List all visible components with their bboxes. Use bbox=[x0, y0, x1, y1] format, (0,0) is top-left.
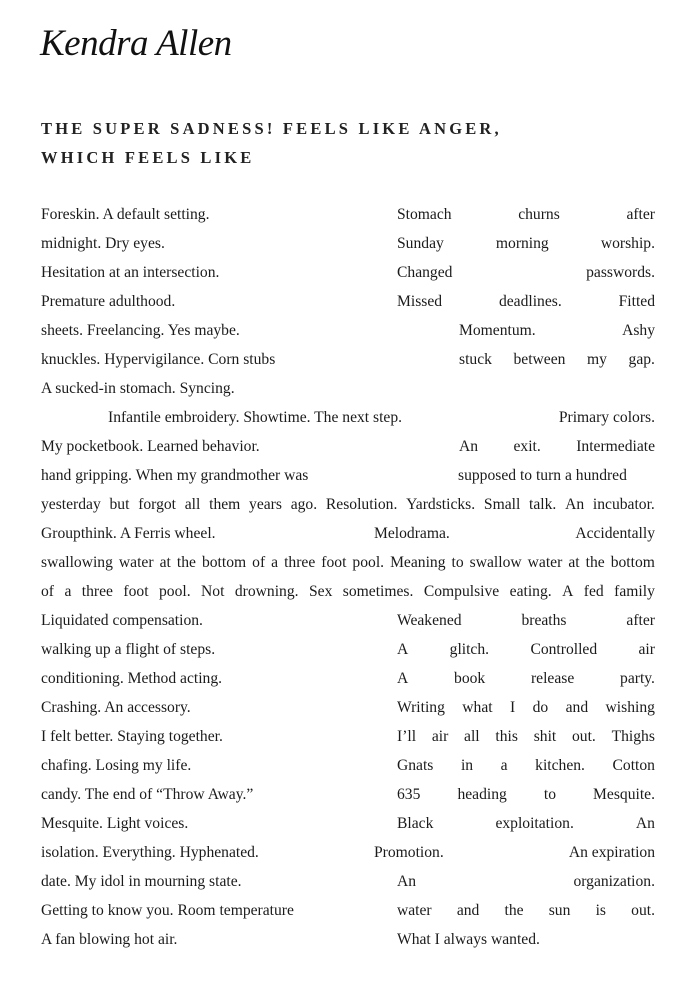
poem-line-r4-right bbox=[397, 287, 655, 316]
poem-line-r25-right bbox=[397, 896, 655, 925]
poem-line-r24-right bbox=[397, 867, 655, 896]
poem-line-r14-full bbox=[41, 577, 655, 606]
poem-word: do bbox=[532, 699, 549, 716]
poem-word: my bbox=[587, 351, 607, 368]
poem-word: I bbox=[510, 699, 516, 716]
poem-word: air bbox=[431, 728, 449, 745]
poem-word: Stomach bbox=[397, 206, 452, 223]
poem-word: 635 bbox=[397, 786, 421, 803]
poem-line-r21-left: candy. The end of “Throw Away.” bbox=[41, 786, 254, 803]
poem-word: Ashy bbox=[622, 322, 655, 339]
poem-word: to bbox=[543, 786, 556, 803]
poem-line-r5-right bbox=[459, 316, 655, 345]
poem-line-r22-left: Mesquite. Light voices. bbox=[41, 815, 189, 832]
poem-word: years bbox=[249, 496, 282, 513]
poem-word: party. bbox=[620, 670, 655, 687]
poem-word: Black bbox=[397, 815, 434, 832]
poem-line-r12-right: Accidentally bbox=[575, 525, 655, 542]
poem-line-r1-left: Foreskin. A default setting. bbox=[41, 206, 210, 223]
poem-word: water bbox=[397, 902, 432, 919]
poem-word: water bbox=[527, 554, 563, 571]
poem-word: this bbox=[495, 728, 518, 745]
poem-line-r12-left: Groupthink. A Ferris wheel. bbox=[41, 525, 216, 542]
poem-word: sun bbox=[548, 902, 571, 919]
poem-word: wishing bbox=[605, 699, 655, 716]
poem-word: out. bbox=[572, 728, 596, 745]
poem-word: organization. bbox=[573, 873, 655, 890]
poem-word: foot bbox=[321, 554, 347, 571]
poem-word: Thighs bbox=[611, 728, 655, 745]
poem-word: I’ll bbox=[397, 728, 417, 745]
poem-word: kitchen. bbox=[535, 757, 585, 774]
poem-word: morning bbox=[495, 235, 549, 252]
poem-word: drowning. bbox=[234, 583, 299, 600]
poem-line-r10-right: supposed to turn a hundred bbox=[458, 467, 627, 484]
poem-word: deadlines. bbox=[498, 293, 562, 310]
poem-word: exit. bbox=[513, 438, 541, 455]
poem-word: A bbox=[397, 641, 409, 658]
poem-word: exploitation. bbox=[495, 815, 574, 832]
poem-line-r7-full: A sucked-in stomach. Syncing. bbox=[41, 380, 235, 397]
poem-line-r17-right bbox=[397, 664, 655, 693]
poem-word: but bbox=[109, 496, 130, 513]
poem-word: is bbox=[595, 902, 606, 919]
poem-word: a bbox=[500, 757, 508, 774]
poem-word: eating. bbox=[509, 583, 552, 600]
poem-word: A bbox=[397, 670, 409, 687]
poem-word: An bbox=[635, 815, 655, 832]
poem-word: glitch. bbox=[449, 641, 490, 658]
poem-line-r26-right: What I always wanted. bbox=[397, 931, 540, 948]
poem-word: Not bbox=[201, 583, 225, 600]
poem-line-r18-right bbox=[397, 693, 655, 722]
poem-word: shit bbox=[533, 728, 557, 745]
poem-line-r23-left: isolation. Everything. Hyphenated. bbox=[41, 844, 259, 861]
poem-word: pool. bbox=[352, 554, 385, 571]
poem-word: between bbox=[513, 351, 566, 368]
poem-word: worship. bbox=[600, 235, 655, 252]
poem-word: Fitted bbox=[618, 293, 655, 310]
poem-word: fed bbox=[583, 583, 604, 600]
poem-line-r10-left: hand gripping. When my grandmother was bbox=[41, 467, 309, 484]
poem-line-r22-right bbox=[397, 809, 655, 838]
poem-word: to bbox=[451, 554, 464, 571]
poem-word: sometimes. bbox=[342, 583, 414, 600]
poem-word: passwords. bbox=[586, 264, 655, 281]
poem-line-r6-left: knuckles. Hypervigilance. Corn stubs bbox=[41, 351, 276, 368]
poem-line-r17-left: conditioning. Method acting. bbox=[41, 670, 223, 687]
poem-word: family bbox=[614, 583, 655, 600]
poem-word: Weakened bbox=[397, 612, 462, 629]
poem-line-r12-mid: Melodrama. bbox=[374, 525, 450, 542]
poem-word: foot bbox=[123, 583, 149, 600]
poem-line-r23-mid: Promotion. bbox=[374, 844, 444, 861]
poem-word: book bbox=[454, 670, 486, 687]
poem-word: a bbox=[64, 583, 72, 600]
poem-word: Small bbox=[483, 496, 521, 513]
poem-word: gap. bbox=[628, 351, 655, 368]
poem-word: the bbox=[585, 554, 605, 571]
poem-word: Cotton bbox=[612, 757, 655, 774]
poem-word: Missed bbox=[397, 293, 443, 310]
poem-word: Sex bbox=[308, 583, 333, 600]
poem-word: Momentum. bbox=[459, 322, 536, 339]
poem-word: at bbox=[159, 554, 171, 571]
poem-line-r8-mid: Infantile embroidery. Showtime. The next step. bbox=[108, 409, 403, 426]
poem-word: swallow bbox=[469, 554, 522, 571]
poem-word: talk. bbox=[529, 496, 557, 513]
poem-word: Resolution. bbox=[325, 496, 398, 513]
poem-word: after bbox=[626, 612, 655, 629]
poem-word: An bbox=[397, 873, 417, 890]
poem-word: yesterday bbox=[41, 496, 101, 513]
poem-line-r5-left: sheets. Freelancing. Yes maybe. bbox=[41, 322, 240, 339]
poem-word: Yardsticks. bbox=[406, 496, 476, 513]
poem-line-r16-left: walking up a flight of steps. bbox=[41, 641, 216, 658]
poem-word: Writing bbox=[397, 699, 445, 716]
poem-line-r8-right: Primary colors. bbox=[558, 409, 655, 426]
poem-line-r11-full bbox=[41, 490, 655, 519]
poem-word: forgot bbox=[138, 496, 177, 513]
poem-line-r15-left: Liquidated compensation. bbox=[41, 612, 203, 629]
poem-word: Mesquite. bbox=[593, 786, 655, 803]
poem-line-r2-left: midnight. Dry eyes. bbox=[41, 235, 165, 252]
poem-word: a bbox=[271, 554, 279, 571]
poem-word: at bbox=[568, 554, 580, 571]
poem-word: stuck bbox=[459, 351, 492, 368]
poem-word: swallowing bbox=[41, 554, 113, 571]
poem-word: pool. bbox=[158, 583, 191, 600]
poem-line-r19-left: I felt better. Staying together. bbox=[41, 728, 223, 745]
poem-word: Sunday bbox=[397, 235, 444, 252]
poem-line-r3-right bbox=[397, 258, 655, 287]
poem-line-r2-right bbox=[397, 229, 655, 258]
poem-line-r20-right bbox=[397, 751, 655, 780]
poem-title-line-1: THE SUPER SADNESS! FEELS LIKE ANGER, bbox=[41, 119, 502, 138]
poem-word: in bbox=[460, 757, 474, 774]
poem-line-r6-right bbox=[459, 345, 655, 374]
poem-word: heading bbox=[457, 786, 507, 803]
poem-word: them bbox=[209, 496, 241, 513]
poem-word: after bbox=[626, 206, 655, 223]
poem-word: Changed bbox=[397, 264, 453, 281]
poem-word: release bbox=[530, 670, 575, 687]
poem-word: bottom bbox=[201, 554, 247, 571]
poem-word: Intermediate bbox=[576, 438, 655, 455]
poem-word: of bbox=[41, 583, 54, 600]
poem-line-r21-right bbox=[397, 780, 655, 809]
poem-word: churns bbox=[518, 206, 560, 223]
poem-line-r26-left: A fan blowing hot air. bbox=[41, 931, 178, 948]
poem-word: bottom bbox=[610, 554, 655, 571]
poem-word: air bbox=[638, 641, 655, 658]
poem-line-r9-left: My pocketbook. Learned behavior. bbox=[41, 438, 260, 455]
poem-line-r9-right bbox=[459, 432, 655, 461]
poem-title-line-2: WHICH FEELS LIKE bbox=[41, 148, 255, 167]
poem-word: out. bbox=[631, 902, 655, 919]
poem-word: of bbox=[252, 554, 266, 571]
poem-word: An bbox=[565, 496, 585, 513]
poem-word: Gnats bbox=[397, 757, 434, 774]
poem-line-r15-right bbox=[397, 606, 655, 635]
poem-word: An bbox=[459, 438, 479, 455]
poem-line-r19-right bbox=[397, 722, 655, 751]
poem-word: the bbox=[504, 902, 524, 919]
poem-word: all bbox=[464, 728, 480, 745]
poem-word: three bbox=[81, 583, 113, 600]
poem-word: A bbox=[562, 583, 574, 600]
poem-word: all bbox=[184, 496, 201, 513]
poem-line-r23-right: An expiration bbox=[568, 844, 655, 861]
poem-word: three bbox=[284, 554, 316, 571]
poem-word: Meaning bbox=[390, 554, 446, 571]
poem-line-r16-right bbox=[397, 635, 655, 664]
poem-word: incubator. bbox=[592, 496, 655, 513]
author-name: Kendra Allen bbox=[40, 23, 232, 64]
poem-word: and bbox=[565, 699, 589, 716]
poem-line-r25-left: Getting to know you. Room temperature bbox=[41, 902, 294, 919]
poem-line-r18-left: Crashing. An accessory. bbox=[41, 699, 191, 716]
poem-line-r3-left: Hesitation at an intersection. bbox=[41, 264, 220, 281]
poem-word: Controlled bbox=[530, 641, 598, 658]
poem-word: Compulsive bbox=[423, 583, 500, 600]
poem-line-r24-left: date. My idol in mourning state. bbox=[41, 873, 242, 890]
poem-word: breaths bbox=[521, 612, 567, 629]
poem-line-r20-left: chafing. Losing my life. bbox=[41, 757, 192, 774]
poem-line-r4-left: Premature adulthood. bbox=[41, 293, 176, 310]
poem-line-r13-full bbox=[41, 548, 655, 577]
poem-word: ago. bbox=[290, 496, 318, 513]
poem-word: the bbox=[176, 554, 196, 571]
poem-word: water bbox=[118, 554, 154, 571]
poem-word: and bbox=[456, 902, 480, 919]
poem-line-r1-right bbox=[397, 200, 655, 229]
poem-word: what bbox=[462, 699, 493, 716]
